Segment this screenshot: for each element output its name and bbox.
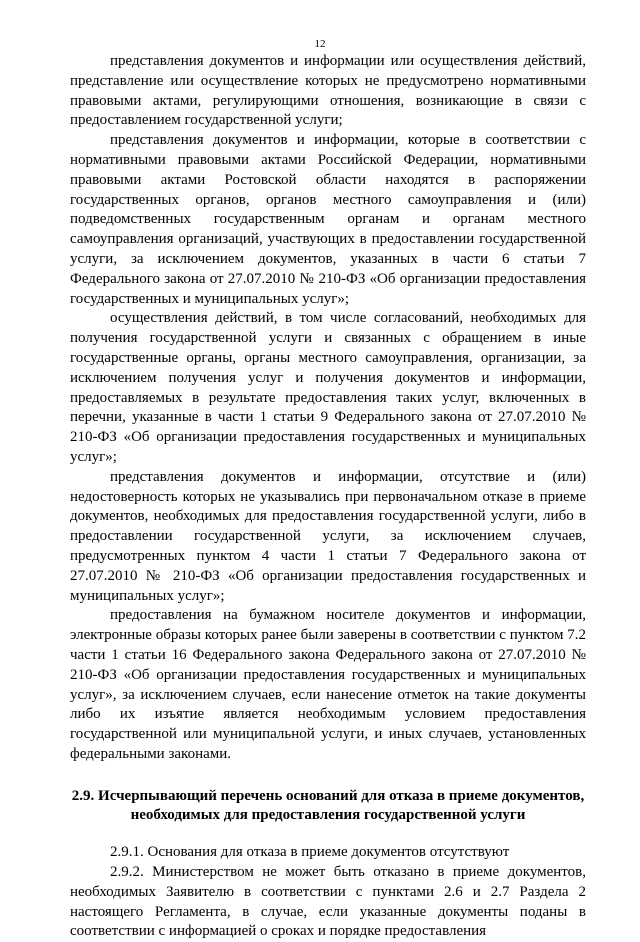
paragraph: представления документов и информации или осуществления действий, представление или осуществление которых не предусмотрено нормативными правовыми актами, регулирующими отношения, возникающие в связи с предоставлением государственной услуги;: [70, 53, 586, 129]
paragraph: осуществления действий, в том числе согласований, необходимых для получения государственной услуги и связанных с обращением в иные государственные органы, органы местного самоуправления, организации, за исключением получения услуг и получения документов и информации, предоставляемых в результате предоставления таких услуг, включенных в перечни, указанные в части 1 статьи 9 Федерального закона от 27.07.2010 № 210-ФЗ «Об организации предоставления государственных и муниципальных услуг»;: [70, 310, 586, 465]
paragraph: 2.9.2. Министерством не может быть отказано в приеме документов, необходимых Заявителю в соответствии с пунктами 2.6 и 2.7 Раздела 2 настоящего Регламента, в случае, если указанные документы поданы в соответствии с информацией о сроках и порядке предоставления: [70, 864, 586, 940]
paragraph: 2.9.1. Основания для отказа в приеме документов отсутствуют: [110, 844, 510, 861]
page-number: 12: [314, 38, 326, 50]
paragraph: представления документов и информации, отсутствие и (или) недостоверность которых не указывались при первоначальном отказе в приеме документов, необходимых для предоставления государственной услуги, либо в предоставлении государственной услуги, за исключением случаев, предусмотренных пунктом 4 части 1 статьи 7 Федерального закона от 27.07.2010 № 210-ФЗ «Об организации предоставления государственных и муниципальных услуг»;: [70, 468, 586, 604]
paragraph: предоставления на бумажном носителе документов и информации, электронные образы которых ранее были заверены в соответствии с пунктом 7.2 части 1 статьи 16 Федерального закона Федерального закона от 27.07.2010 № 210-ФЗ «Об организации предоставления государственных и муниципальных услуг», за исключением случаев, если нанесение отметок на такие документы либо их изъятие является необходимым условием предоставления государственной или муниципальной услуги, и иных случаев, установленных федеральными законами.: [70, 607, 586, 762]
document-body: [70, 52, 586, 942]
section-heading: 2.9. Исчерпывающий перечень оснований для отказа в приеме документов, необходимых для предоставления государственной услуги: [71, 787, 585, 824]
paragraph: представления документов и информации, которые в соответствии с нормативными правовыми актами Российской Федерации, нормативными правовыми актами Ростовской области находятся в распоряжении государственных органов, органов местного самоуправления и (или) подведомственных государственным органам и органам местного самоуправления организаций, участвующих в предоставлении государственной услуги, за исключением документов, указанных в части 6 статьи 7 Федерального закона от 27.07.2010 № 210-ФЗ «Об организации предоставления государственных и муниципальных услуг»;: [70, 132, 586, 307]
